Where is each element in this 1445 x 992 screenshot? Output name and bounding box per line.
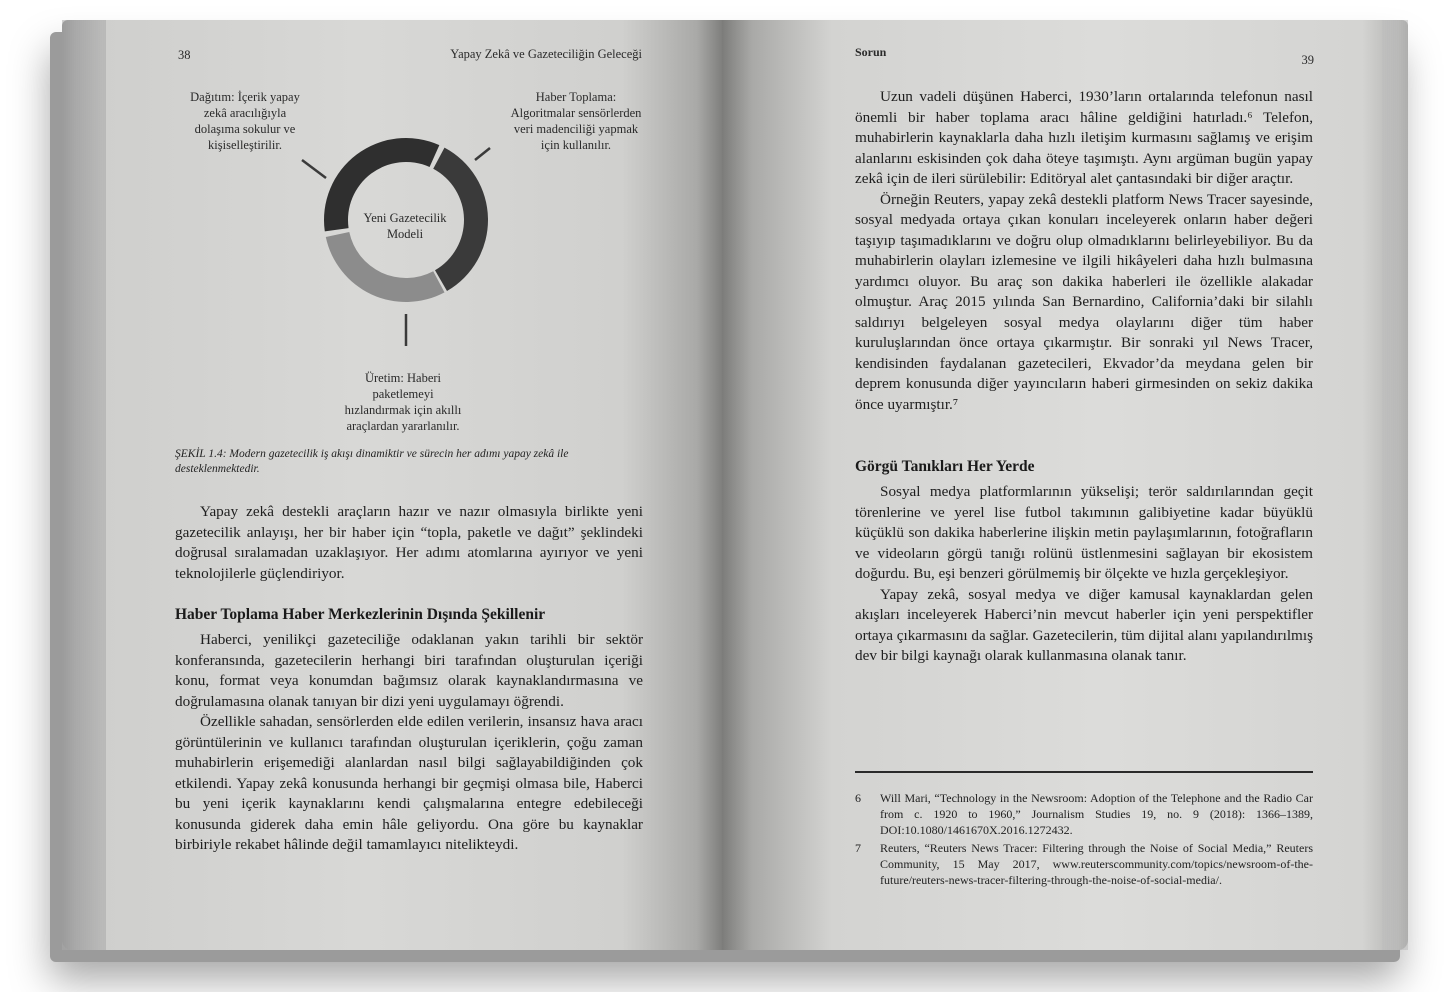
right-paragraph-2: Örneğin Reuters, yapay zekâ destekli platform News Tracer sayesinde, sosyal medyada ortaya çıkan konuları inceleyerek onların haber değeri taşıyıp taşımadıklarını ve doğru olup olmadıklarını belirleyebiliyor. Bu da muhabirlerin olayları izlemesine ve ilgili hikâyeleri daha hızlı bulmasına yardımcı oluyor. Bu araç son dakika haberleri ile özellikle alakadar olmuştur. Araç 2015 yılında San Bernardino, California’daki bir silahlı saldırıyı belgeleyen sosyal medya olaylarını diğer tüm haber kuruluşlarından önce ortaya çıkarmıştır. Bir sonraki yıl News Tracer, kendisinden faydalanan gazetecileri, Ekvador’da meydana gelen bir deprem konusunda diğer yayıncıların haberi girmesinden on sekiz dakika önce uyarmıştır.⁷ <box>855 190 1313 413</box>
right-main-text <box>855 87 1313 415</box>
right-page-edge <box>1382 20 1408 950</box>
connector-distribution <box>302 160 326 178</box>
right-paragraph-3: Sosyal medya platformlarının yükselişi; terör saldırılarından geçit törenlerine ve yerel lise futbol takımının galibiyetine kadar büyüklü küçüklü son dakika haberlerine ilişkin metin paylaşımlarının, fotoğrafların ve videoların görgü tanığı rolünü üstlenmesini sağlayan bir ekosistem doğurdu. Bu, eşi benzeri görülmemiş bir ölçekte ve hızla gerçekleşiyor. <box>855 483 1313 582</box>
diagram-label-gathering: Haber Toplama: Algoritmalar sensörlerden veri madenciliği yapmak için kullanılır. <box>510 90 642 152</box>
figure-caption: ŞEKİL 1.4: Modern gazetecilik iş akışı dinamiktir ve sürecin her adımı yapay zekâ ile desteklenmektedir. <box>175 448 569 475</box>
footnote-6 <box>855 790 1313 838</box>
intro-paragraph: Yapay zekâ destekli araçların hazır ve nazır olmasıyla birlikte yeni gazetecilik anlayışı, her bir haber için “topla, paketle ve dağıt” şeklindeki doğrusal sıralamadan uzaklaşıyor. Her adımı atomlarına ayırıyor ve yeni teknolojilerle güçlendiriyor. <box>175 503 643 582</box>
right-section-title: Görgü Tanıkları Her Yerde <box>855 458 1035 475</box>
left-running-header: Yapay Zekâ ve Gazeteciliğin Geleceği <box>450 47 642 61</box>
left-section-title: Haber Toplama Haber Merkezlerinin Dışında Şekillenir <box>175 606 546 623</box>
footnote-7 <box>855 840 1313 888</box>
footnote-number: 7 <box>855 841 861 855</box>
left-intro-text <box>175 502 643 584</box>
right-running-header: Sorun <box>855 45 887 59</box>
right-paragraph-1: Uzun vadeli düşünen Haberci, 1930’ların ortalarında telefonun nasıl önemli bir haber toplama aracı hâline geldiğini hatırladı.⁶ Telefon, muhabirlerin kaynaklarla daha hızlı iletişim kurmasını sağlamış ve erişim alanlarını eskisinden çok daha öteye taşımıştı. Aynı argüman bugün yapay zekâ için de ileri sürülebilir: Editöryal alet çantasındaki bir diğer araçtır. <box>855 88 1313 187</box>
section-paragraph-1: Haberci, yenilikçi gazeteciliğe odaklanan yakın tarihli bir sektör konferansında, gazetecilerin herhangi biri tarafından oluşturulan içeriği konu, format veya konumdan bağımsız olarak kaynaklandırmasına ve doğrulamasına olanak tanıyan bir dizi yeni uygulamayı öğrendi. <box>175 631 643 710</box>
footnote-rule <box>855 771 1313 773</box>
right-section-text <box>855 482 1313 667</box>
left-page-number: 38 <box>178 48 191 62</box>
section-paragraph-2: Özellikle sahadan, sensörlerden elde edilen verilerin, insansız hava aracı görüntülerinin ve kullanıcı tarafından oluşturulan içeriklerin, çoğu zaman muhabirlerin erişemediği alanlardan nasıl bilgi sağlayabildiğinden çok etkilendi. Yapay zekâ konusunda herhangi bir geçmişi olmasa bile, Haberci bu yeni içerik kaynaklarını kendi çalışmalarına entegre edebileceği konusunda giderek daha emin hâle geliyordu. Ona göre bu kaynaklar birbiriyle rekabet hâlinde değil tamamlayıcı nitelikteydi. <box>175 713 643 853</box>
diagram-label-production: Üretim: Haberi paketlemeyi hızlandırmak için akıllı araçlardan yararlanılır. <box>344 371 462 433</box>
footnote-text: Reuters, “Reuters News Tracer: Filtering through the Noise of Social Media,” Reuters Community, 15 May 2017, www.reuterscommunity.com/topics/newsroom-of-the-future/reuters-news-tracer-filtering-through-the-noise-of-social-media/. <box>880 841 1313 887</box>
right-page-number: 39 <box>1301 53 1314 67</box>
footnote-number: 6 <box>855 791 861 805</box>
footnote-text: Will Mari, “Technology in the Newsroom: Adoption of the Telephone and the Radio Car from c. 1920 to 1960,” Journalism Studies 19, no. 9 (2018): 1366–1389, DOI:10.1080/1461670X.2016.1272432. <box>880 791 1313 837</box>
right-paragraph-4: Yapay zekâ, sosyal medya ve diğer kamusal kaynaklardan gelen akışları inceleyerek Haberci’nin mevcut haberler için yeni perspektifler ortaya çıkarmasını da sağlar. Gazetecilerin, tüm dijital alanı yapılandırılmış dev bir bilgi kaynağı olarak kullanmasına olanak tanır. <box>855 585 1313 664</box>
left-section-text <box>175 630 643 856</box>
diagram-label-distribution: Dağıtım: İçerik yapay zekâ aracılığıyla dolaşıma sokulur ve kişiselleştirilir. <box>190 90 300 152</box>
diagram-center-label: Yeni Gazetecilik Modeli <box>363 211 447 241</box>
left-page-edge <box>62 20 106 950</box>
connector-gathering <box>475 148 490 160</box>
ring-segment-production <box>326 232 445 302</box>
